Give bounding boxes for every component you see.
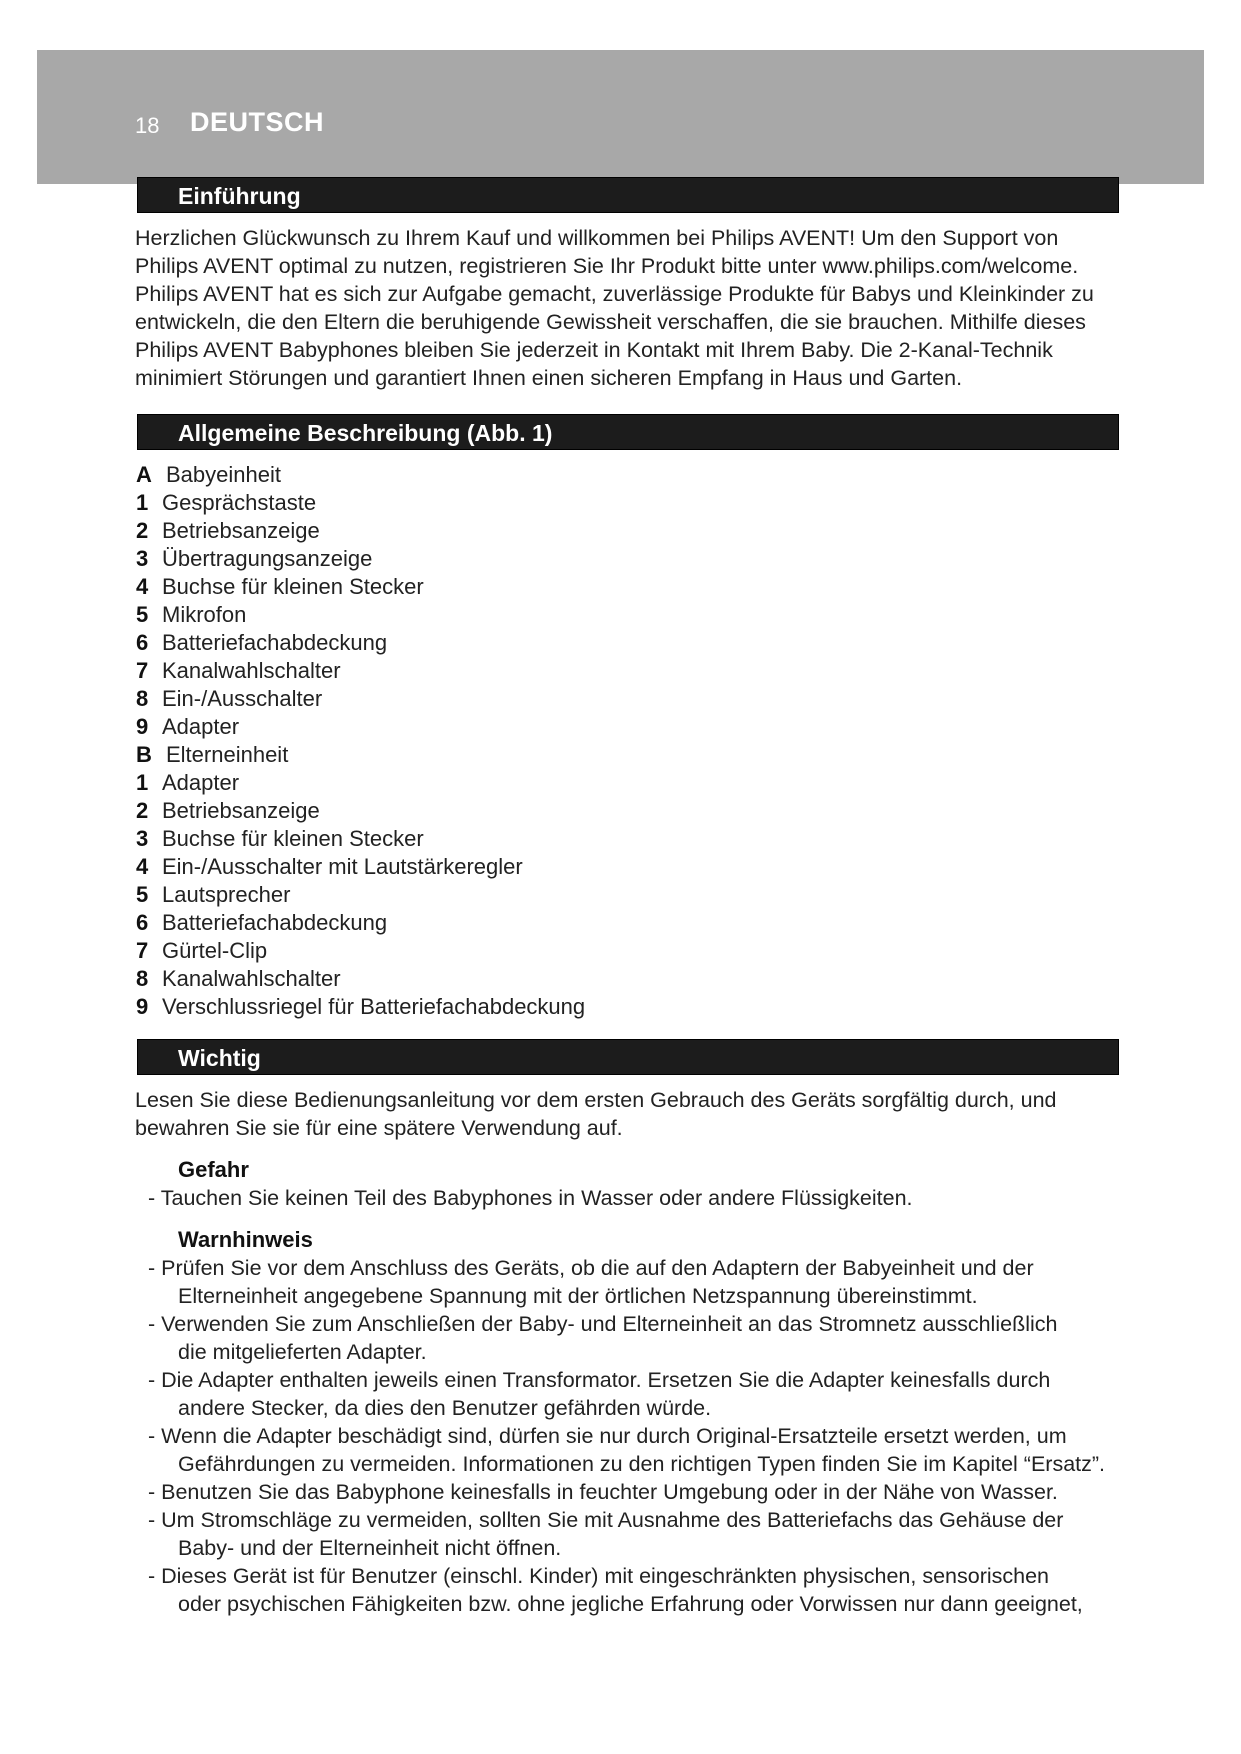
item-text: Verschlussriegel für Batteriefachabdeckung [162,994,586,1019]
item-key: A [136,462,152,487]
item-text: Lautsprecher [162,882,291,907]
text-line: Gefährdungen zu vermeiden. Informationen zu den richtigen Typen finden Sie im Kapitel “Ersatz”. [178,1452,1106,1476]
list-item [136,825,585,853]
list-item [148,1254,1148,1310]
item-key: 3 [136,546,149,571]
item-text: Ein-/Ausschalter mit Lautstärkeregler [162,854,523,879]
list-item [136,489,585,517]
text-line: Philips AVENT optimal zu nutzen, registrieren Sie Ihr Produkt bitte unter www.philips.com/welcome. [135,254,1079,278]
item-text: Betriebsanzeige [162,798,320,823]
item-key: 9 [136,994,149,1019]
item-text: Ein-/Ausschalter [162,686,323,711]
section-title: Wichtig [178,1045,261,1071]
list-item [148,1366,1148,1422]
list-item [136,461,585,489]
item-text: Übertragungsanzeige [162,546,373,571]
text-line: Philips AVENT Babyphones bleiben Sie jederzeit in Kontakt mit Ihrem Baby. Die 2-Kanal-Technik [135,338,1053,362]
important-intro-paragraph [135,1086,1135,1142]
list-item [136,741,585,769]
item-key: 7 [136,938,149,963]
item-text: Kanalwahlschalter [162,966,341,991]
list-item [136,629,585,657]
text-line: - Dieses Gerät ist für Benutzer (einschl. Kinder) mit eingeschränkten physischen, sensorischen [148,1564,1050,1588]
text-line: - Verwenden Sie zum Anschließen der Baby- und Elterneinheit an das Stromnetz ausschließlich [148,1312,1058,1336]
page-number: 18 [135,113,160,138]
item-key: 5 [136,602,149,627]
text-line: - Die Adapter enthalten jeweils einen Transformator. Ersetzen Sie die Adapter keinesfalls durch [148,1368,1051,1392]
text-line: oder psychischen Fähigkeiten bzw. ohne jegliche Erfahrung oder Vorwissen nur dann geeignet, [178,1592,1083,1616]
text-line: Lesen Sie diese Bedienungsanleitung vor dem ersten Gebrauch des Geräts sorgfältig durch, und [135,1088,1057,1112]
text-line: - Um Stromschläge zu vermeiden, sollten Sie mit Ausnahme des Batteriefachs das Gehäuse der [148,1508,1064,1532]
list-item [136,657,585,685]
list-item [148,1310,1148,1366]
list-item [136,713,585,741]
text-line: - Tauchen Sie keinen Teil des Babyphones in Wasser oder andere Flüssigkeiten. [148,1186,913,1210]
item-text: Elterneinheit [166,742,289,767]
item-key: 1 [136,770,149,795]
text-line: bewahren Sie sie für eine spätere Verwendung auf. [135,1116,623,1140]
list-item [136,601,585,629]
warning-heading: Warnhinweis [178,1227,313,1252]
list-item [148,1478,1148,1506]
text-line: die mitgelieferten Adapter. [178,1340,427,1364]
item-text: Batteriefachabdeckung [162,630,388,655]
item-text: Babyeinheit [166,462,281,487]
list-item [136,517,585,545]
danger-list [148,1184,1148,1212]
list-item [136,881,585,909]
item-key: 8 [136,966,149,991]
item-text: Buchse für kleinen Stecker [162,826,424,851]
item-text: Adapter [162,770,240,795]
parts-list [136,461,585,1021]
text-line: - Wenn die Adapter beschädigt sind, dürfen sie nur durch Original-Ersatzteile ersetzt werden, um [148,1424,1067,1448]
warning-list [148,1254,1148,1618]
list-item [148,1506,1148,1562]
item-text: Batteriefachabdeckung [162,910,388,935]
item-text: Kanalwahlschalter [162,658,341,683]
item-key: 4 [136,574,149,599]
item-key: 3 [136,826,149,851]
item-text: Gürtel-Clip [162,938,268,963]
list-item [136,797,585,825]
item-text: Adapter [162,714,240,739]
list-item [136,545,585,573]
text-line: Philips AVENT hat es sich zur Aufgabe gemacht, zuverlässige Produkte für Babys und Kleinkinder zu [135,282,1094,306]
item-text: Betriebsanzeige [162,518,320,543]
list-item [136,769,585,797]
list-item [136,573,585,601]
item-key: 5 [136,882,149,907]
section-heading-important [137,1039,1119,1075]
item-key: 2 [136,518,149,543]
text-line: - Prüfen Sie vor dem Anschluss des Geräts, ob die auf den Adaptern der Babyeinheit und der [148,1256,1034,1280]
item-text: Buchse für kleinen Stecker [162,574,424,599]
item-key: 6 [136,630,149,655]
item-key: 4 [136,854,149,879]
section-heading-description [137,414,1119,450]
item-key: 8 [136,686,149,711]
list-item [136,993,585,1021]
text-line: - Benutzen Sie das Babyphone keinesfalls in feuchter Umgebung oder in der Nähe von Wasser. [148,1480,1058,1504]
list-item [148,1562,1148,1618]
intro-paragraph [135,224,1135,392]
item-key: 7 [136,658,149,683]
list-item [148,1422,1148,1478]
list-item [136,853,585,881]
section-title: Allgemeine Beschreibung (Abb. 1) [178,420,553,446]
text-line: Baby- und der Elterneinheit nicht öffnen. [178,1536,562,1560]
page-language-title: DEUTSCH [190,107,325,137]
item-key: 2 [136,798,149,823]
item-text: Mikrofon [162,602,247,627]
text-line: minimiert Störungen und garantiert Ihnen einen sicheren Empfang in Haus und Garten. [135,366,963,390]
list-item [136,909,585,937]
danger-heading: Gefahr [178,1157,249,1182]
text-line: entwickeln, die den Eltern die beruhigende Gewissheit verschaffen, die sie brauchen. Mithilfe dieses [135,310,1086,334]
list-item [136,937,585,965]
item-key: 6 [136,910,149,935]
section-heading-intro [137,177,1119,213]
list-item [136,685,585,713]
section-title: Einführung [178,183,301,209]
item-text: Gesprächstaste [162,490,317,515]
list-item [148,1184,1148,1212]
text-line: Elterneinheit angegebene Spannung mit der örtlichen Netzspannung übereinstimmt. [178,1284,978,1308]
list-item [136,965,585,993]
text-line: Herzlichen Glückwunsch zu Ihrem Kauf und willkommen bei Philips AVENT! Um den Support von [135,226,1059,250]
item-key: 1 [136,490,149,515]
text-line: andere Stecker, da dies den Benutzer gefährden würde. [178,1396,712,1420]
item-key: 9 [136,714,149,739]
item-key: B [136,742,152,767]
